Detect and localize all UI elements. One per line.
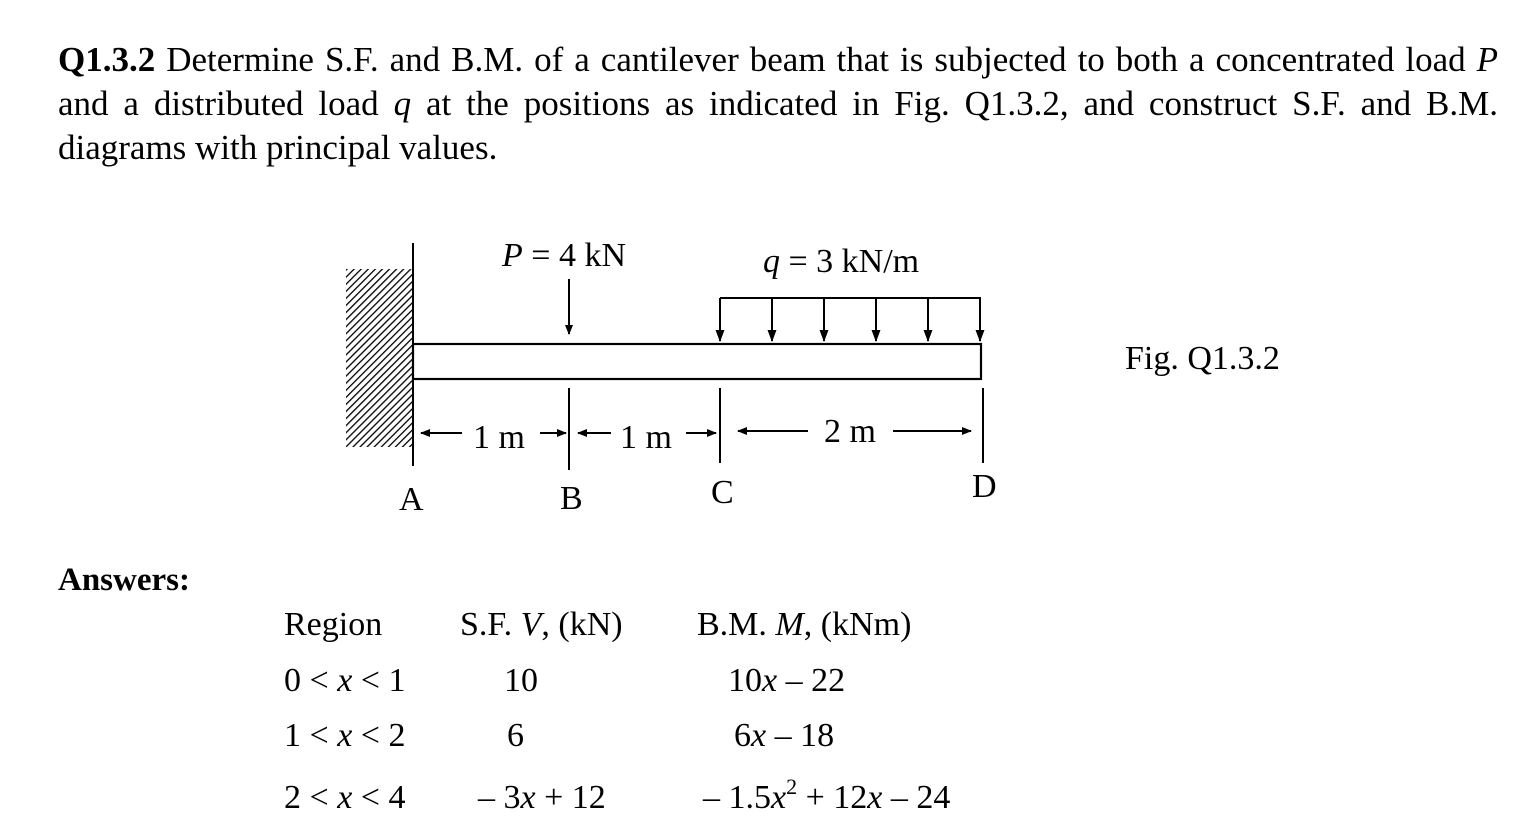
table-row-2-region: [284, 717, 405, 755]
region-upper: < 4: [352, 779, 406, 816]
region-lower: 0 <: [284, 662, 338, 699]
variable-p: P: [1476, 40, 1498, 79]
load-q-variable: q: [763, 243, 780, 280]
fixed-support-hatch: [346, 269, 413, 447]
bm-constant: – 24: [882, 779, 951, 816]
bm-constant: – 18: [766, 717, 835, 754]
variable-q: q: [393, 84, 412, 123]
header-bending-moment: [697, 606, 911, 644]
region-upper: < 1: [352, 662, 406, 699]
bm-coefficient: – 1.5: [703, 779, 771, 816]
bm-linear-coefficient: + 12: [797, 779, 868, 816]
bm-exponent: 2: [786, 774, 798, 799]
header-region: Region: [284, 606, 383, 643]
point-load-label: [501, 237, 626, 274]
load-p-variable: P: [502, 237, 523, 274]
point-d-label: D: [972, 468, 997, 505]
point-c-label: C: [711, 474, 734, 511]
question-text-part: Determine S.F. and B.M. of a cantilever beam that is subjected to both a concentrated load: [155, 40, 1477, 79]
header-shear-force: [460, 606, 623, 644]
point-a-label: A: [399, 481, 424, 518]
sf-coefficient: – 3: [478, 779, 521, 816]
table-row-2-sf: 6: [507, 717, 524, 754]
bm-variable: x: [751, 717, 767, 754]
bm-variable: x: [867, 779, 883, 816]
dimension-cd-label: 2 m: [824, 413, 876, 450]
region-variable: x: [337, 717, 353, 754]
distributed-load-label: [763, 243, 919, 280]
answers-heading: Answers:: [58, 562, 190, 598]
table-row-3-sf: [478, 779, 606, 817]
figure-caption: Fig. Q1.3.2: [1125, 340, 1280, 377]
load-p-value: = 4 kN: [522, 237, 627, 274]
question-text-part: and a distributed load: [58, 84, 394, 123]
header-bm-variable: M: [775, 606, 804, 643]
bm-variable: x: [762, 662, 778, 699]
region-variable: x: [337, 662, 353, 699]
table-row-1-sf: 10: [504, 662, 538, 699]
distributed-load-arrows: [720, 298, 980, 341]
region-variable: x: [337, 779, 353, 816]
beam: [413, 344, 981, 379]
dimension-ab-label: 1 m: [473, 419, 525, 456]
table-row-2-bm: [734, 717, 834, 755]
header-sf-unit: , (kN): [541, 606, 623, 643]
dimension-bc-label: 1 m: [620, 419, 672, 456]
table-row-3-bm: [703, 774, 951, 817]
bm-coefficient: 6: [734, 717, 751, 754]
bm-constant: – 22: [777, 662, 846, 699]
table-row-3-region: [284, 779, 405, 817]
header-bm-prefix: B.M.: [697, 606, 776, 643]
region-upper: < 2: [352, 717, 406, 754]
region-lower: 2 <: [284, 779, 338, 816]
bm-variable: x: [771, 779, 787, 816]
header-sf-variable: V: [520, 606, 542, 643]
point-b-label: B: [560, 480, 583, 517]
question-text-part: at the positions as indicated in Fig. Q1.3.2, and construct S.F. and B.M. diagrams with principal values.: [58, 84, 1498, 167]
question-number: Q1.3.2: [58, 40, 156, 79]
table-row-1-bm: [728, 662, 845, 700]
bm-coefficient: 10: [728, 662, 762, 699]
region-lower: 1 <: [284, 717, 338, 754]
load-q-value: = 3 kN/m: [780, 243, 920, 280]
header-bm-unit: , (kNm): [803, 606, 912, 643]
sf-constant: + 12: [535, 779, 606, 816]
sf-variable: x: [520, 779, 536, 816]
header-sf-prefix: S.F.: [460, 606, 521, 643]
table-row-1-region: [284, 662, 405, 700]
